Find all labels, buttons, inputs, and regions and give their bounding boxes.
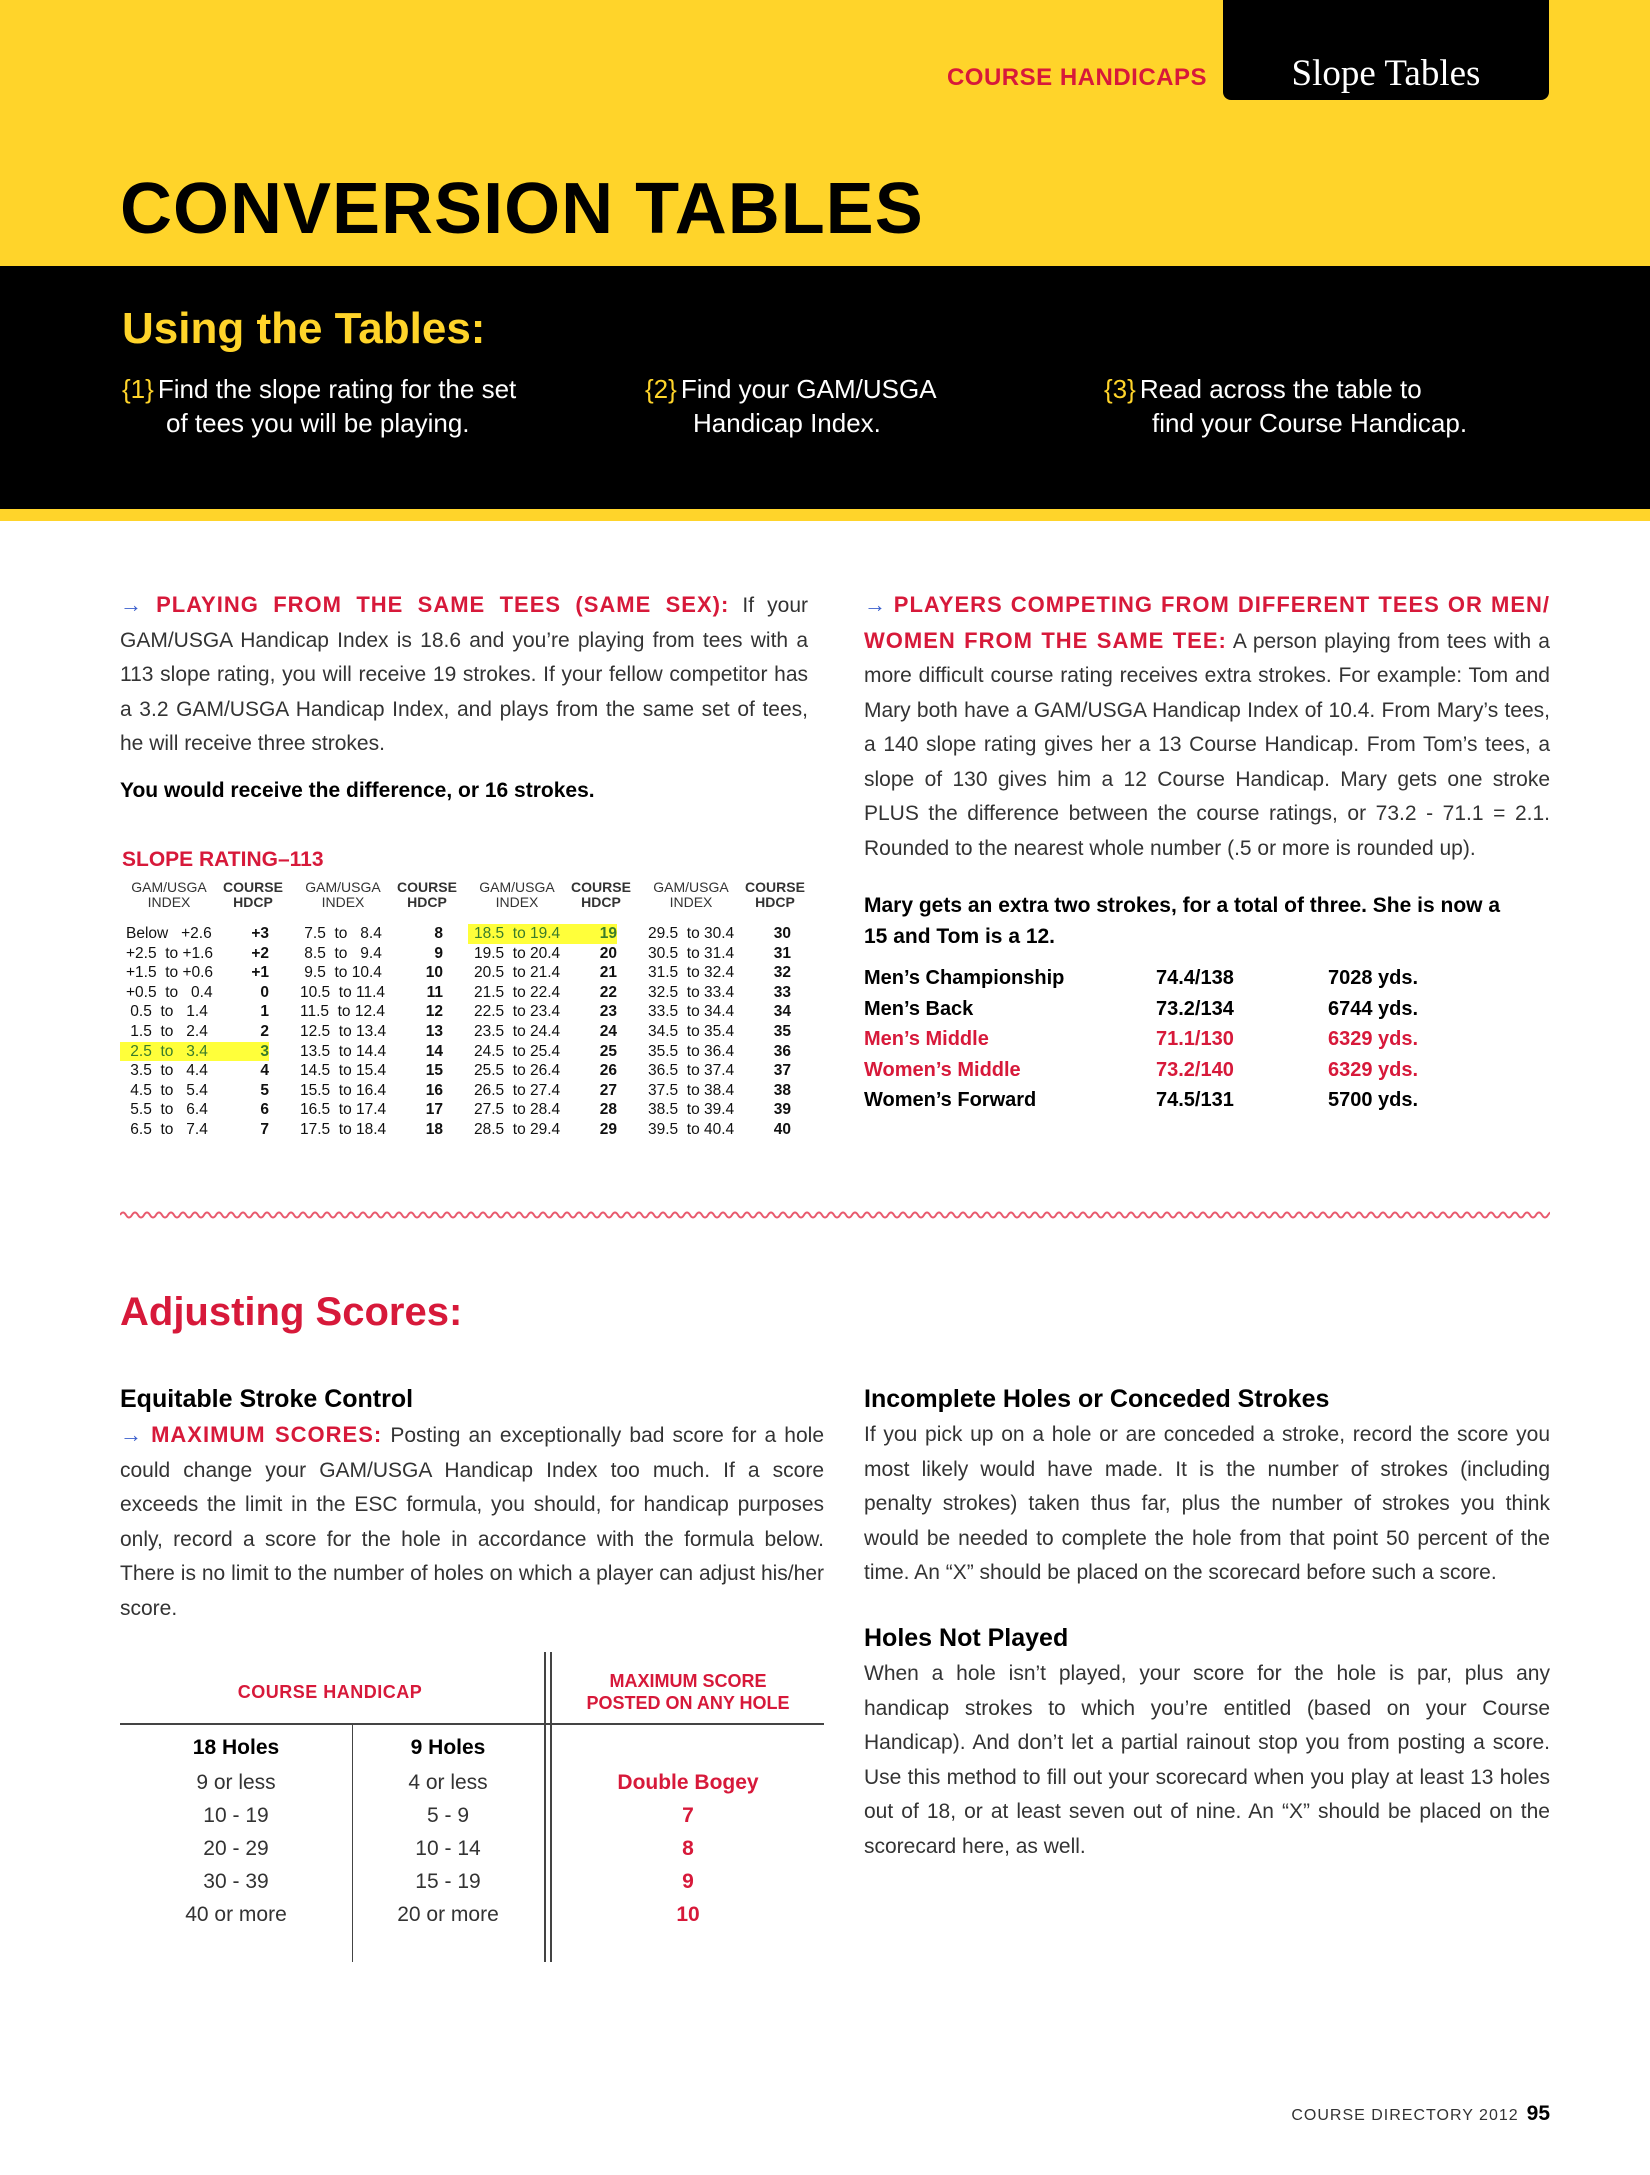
slope-table-row bbox=[468, 983, 617, 1003]
tee-rating: 74.5/131 bbox=[1156, 1089, 1234, 1111]
slope-table-row bbox=[120, 1120, 269, 1140]
same-tees-lead: PLAYING FROM THE SAME TEES (SAME SEX): bbox=[156, 592, 730, 617]
slope-table-row bbox=[120, 1061, 269, 1081]
arrow-icon: → bbox=[120, 1422, 143, 1447]
esc-col-18-holes: 18 Holes bbox=[192, 1736, 280, 1759]
slope-index-range: 31.5 to 32.4 bbox=[648, 964, 735, 982]
using-tables-heading: Using the Tables: bbox=[122, 304, 486, 353]
esc-column-rule-double-a bbox=[544, 1652, 546, 1962]
slope-course-hdcp: 21 bbox=[599, 964, 617, 982]
step-text-line2: of tees you will be playing. bbox=[166, 408, 470, 438]
esc-9-holes-value: 15 - 19 bbox=[415, 1870, 481, 1893]
slope-index-range: Below +2.6 bbox=[126, 925, 212, 942]
page-footer bbox=[1291, 2102, 1550, 2126]
tee-rating: 74.4/138 bbox=[1156, 967, 1234, 989]
slope-course-hdcp: 14 bbox=[425, 1042, 443, 1060]
slope-index-range: 25.5 to 26.4 bbox=[474, 1062, 561, 1080]
slope-index-range: 5.5 to 6.4 bbox=[126, 1101, 208, 1119]
tee-yardage: 6329 yds. bbox=[1328, 1058, 1419, 1081]
slope-course-hdcp: 1 bbox=[260, 1003, 269, 1021]
slope-header-hdcp: COURSE HDCP bbox=[397, 879, 457, 910]
slope-index-range: 15.5 to 16.4 bbox=[300, 1081, 387, 1099]
slope-index-range: 27.5 to 28.4 bbox=[474, 1101, 561, 1119]
slope-table-row bbox=[642, 1100, 791, 1120]
slope-course-hdcp: 25 bbox=[599, 1042, 617, 1060]
step-3 bbox=[1104, 372, 1467, 440]
slope-course-hdcp: 5 bbox=[260, 1081, 269, 1099]
slope-course-hdcp: 26 bbox=[599, 1062, 617, 1080]
esc-header-max-score bbox=[552, 1670, 824, 1714]
adjusting-scores-heading: Adjusting Scores: bbox=[120, 1290, 463, 1334]
not-played-subhead: Holes Not Played bbox=[864, 1624, 1069, 1652]
esc-subhead: Equitable Stroke Control bbox=[120, 1385, 414, 1413]
slope-course-hdcp: 9 bbox=[434, 944, 443, 962]
same-tees-body: If your GAM/USGA Handicap Index is 18.6 and you’re playing from tees with a 113 slope rating, you will receive 19 strokes. If your fellow competitor has a 3.2 GAM/USGA Handicap Index, and plays from the same set of tees, he will receive three strokes. bbox=[120, 594, 808, 755]
tee-rating: 73.2/134 bbox=[1156, 997, 1234, 1020]
slope-header-hdcp: COURSE HDCP bbox=[745, 879, 805, 910]
slope-table-row bbox=[294, 944, 443, 964]
slope-table-row bbox=[468, 924, 617, 944]
slope-table-row bbox=[294, 983, 443, 1003]
slope-header-index: GAM/USGA INDEX bbox=[131, 879, 207, 910]
slope-index-range: 1.5 to 2.4 bbox=[126, 1023, 208, 1040]
slope-index-range: 6.5 to 7.4 bbox=[126, 1121, 208, 1138]
slope-course-hdcp: +3 bbox=[251, 925, 269, 942]
slope-table-row bbox=[468, 1100, 617, 1120]
slope-index-range: 21.5 to 22.4 bbox=[474, 983, 561, 1001]
tee-row bbox=[864, 994, 1504, 1025]
slope-table-row bbox=[294, 1081, 443, 1101]
slope-table-row bbox=[120, 1022, 269, 1042]
slope-course-hdcp: 22 bbox=[599, 983, 617, 1001]
esc-18-holes-value: 10 - 19 bbox=[203, 1804, 269, 1827]
slope-course-hdcp: 39 bbox=[773, 1101, 791, 1119]
slope-table-row bbox=[468, 1081, 617, 1101]
slope-header-hdcp: COURSE HDCP bbox=[223, 879, 283, 910]
slope-table-row bbox=[294, 1120, 443, 1140]
slope-course-hdcp: 0 bbox=[260, 983, 269, 1001]
slope-index-range: 38.5 to 39.4 bbox=[648, 1101, 735, 1119]
slope-course-hdcp: 2 bbox=[260, 1023, 269, 1040]
step-text-line1: Find the slope rating for the set bbox=[157, 374, 517, 404]
slope-index-range: 7.5 to 8.4 bbox=[300, 925, 382, 942]
slope-index-range: 16.5 to 17.4 bbox=[300, 1101, 387, 1119]
slope-index-range: 17.5 to 18.4 bbox=[300, 1121, 387, 1138]
slope-course-hdcp: 23 bbox=[599, 1003, 617, 1021]
slope-course-hdcp: 29 bbox=[599, 1121, 617, 1138]
slope-index-range: 9.5 to 10.4 bbox=[300, 964, 382, 982]
step-number: {1} bbox=[122, 374, 154, 404]
slope-index-range: 23.5 to 24.4 bbox=[474, 1023, 561, 1040]
slope-course-hdcp: 27 bbox=[599, 1081, 617, 1099]
slope-index-range: 13.5 to 14.4 bbox=[300, 1042, 387, 1060]
slope-course-hdcp: 30 bbox=[773, 925, 791, 942]
esc-header-course-handicap: COURSE HANDICAP bbox=[237, 1682, 423, 1702]
esc-header-max-score-line2: POSTED ON ANY HOLE bbox=[586, 1693, 790, 1713]
esc-9-holes-value: 4 or less bbox=[408, 1771, 488, 1794]
esc-max-score-value: Double Bogey bbox=[617, 1771, 759, 1794]
slope-index-range: 28.5 to 29.4 bbox=[474, 1121, 561, 1138]
slope-course-hdcp: 35 bbox=[773, 1023, 791, 1040]
slope-course-hdcp: +2 bbox=[251, 944, 269, 962]
slope-table-row bbox=[294, 1002, 443, 1022]
slope-table-title: SLOPE RATING–113 bbox=[122, 848, 324, 871]
slope-table-row bbox=[468, 944, 617, 964]
slope-course-hdcp: 4 bbox=[260, 1062, 269, 1080]
slope-table-row bbox=[120, 1042, 269, 1062]
slope-course-hdcp: 37 bbox=[773, 1062, 791, 1080]
step-text-line1: Find your GAM/USGA bbox=[680, 374, 937, 404]
tee-rating: 73.2/140 bbox=[1156, 1058, 1234, 1081]
slope-table-row bbox=[294, 963, 443, 983]
slope-course-hdcp: 31 bbox=[773, 944, 791, 962]
slope-index-range: 36.5 to 37.4 bbox=[648, 1062, 735, 1080]
step-text-line2: find your Course Handicap. bbox=[1152, 408, 1468, 438]
slope-index-range: 18.5 to 19.4 bbox=[468, 924, 579, 944]
slope-index-range: 12.5 to 13.4 bbox=[300, 1023, 387, 1040]
slope-table-row bbox=[294, 1022, 443, 1042]
slope-table-row bbox=[642, 1022, 791, 1042]
slope-course-hdcp: 32 bbox=[773, 964, 791, 982]
slope-table-row bbox=[642, 1002, 791, 1022]
slope-table-row bbox=[120, 944, 269, 964]
slope-index-range: +0.5 to 0.4 bbox=[126, 983, 213, 1001]
arrow-icon: → bbox=[864, 592, 887, 617]
tee-yardage: 5700 yds. bbox=[1328, 1089, 1419, 1111]
tee-name: Women’s Middle bbox=[864, 1058, 1021, 1081]
slope-index-range: 8.5 to 9.4 bbox=[300, 944, 382, 962]
slope-course-hdcp: 12 bbox=[425, 1003, 443, 1021]
incomplete-subhead: Incomplete Holes or Conceded Strokes bbox=[864, 1385, 1330, 1413]
slope-course-hdcp: 7 bbox=[260, 1121, 269, 1138]
tee-name: Men’s Middle bbox=[864, 1028, 989, 1050]
step-2 bbox=[645, 372, 937, 440]
step-1 bbox=[122, 372, 516, 440]
esc-max-score-value: 10 bbox=[676, 1903, 700, 1926]
tee-name: Women’s Forward bbox=[864, 1089, 1037, 1111]
slope-course-hdcp: 8 bbox=[434, 925, 443, 942]
tee-name: Men’s Back bbox=[864, 997, 974, 1020]
slope-course-hdcp: 10 bbox=[425, 964, 443, 982]
slope-table-row bbox=[642, 983, 791, 1003]
slope-index-range: 35.5 to 36.4 bbox=[648, 1042, 735, 1060]
slope-table-row bbox=[120, 963, 269, 983]
tee-row bbox=[864, 963, 1504, 994]
slope-table-row bbox=[642, 1081, 791, 1101]
slope-index-range: 29.5 to 30.4 bbox=[648, 925, 735, 942]
tee-row bbox=[864, 1024, 1504, 1055]
slope-table-row bbox=[468, 1022, 617, 1042]
slope-index-range: 4.5 to 5.4 bbox=[126, 1081, 208, 1099]
different-tees-paragraph bbox=[864, 588, 1550, 866]
slope-index-range: +1.5 to +0.6 bbox=[126, 964, 214, 982]
slope-table-row bbox=[120, 1002, 269, 1022]
slope-table-row bbox=[120, 1100, 269, 1120]
slope-index-range: 11.5 to 12.4 bbox=[300, 1003, 386, 1021]
arrow-icon: → bbox=[120, 592, 143, 617]
step-number: {3} bbox=[1104, 374, 1136, 404]
same-tees-paragraph bbox=[120, 588, 808, 762]
slope-table-row bbox=[642, 924, 791, 944]
esc-18-holes-value: 30 - 39 bbox=[203, 1870, 269, 1893]
slope-course-hdcp: +1 bbox=[251, 964, 269, 982]
slope-header-index: GAM/USGA INDEX bbox=[653, 879, 729, 910]
not-played-body: When a hole isn’t played, your score for the hole is par, plus any handicap strokes to which you’re entitled (based on your Course Handicap). And don’t let a partial rainout stop you from posting a score. Use this method to fill out your scorecard when you play at least 13 holes out of 18, or at least seven out of nine. An “X” should be placed on the scorecard here, as well. bbox=[864, 1662, 1550, 1858]
slope-course-hdcp: 6 bbox=[260, 1101, 269, 1119]
esc-paragraph bbox=[120, 1418, 824, 1626]
slope-index-range: 19.5 to 20.4 bbox=[474, 944, 561, 962]
slope-course-hdcp: 3 bbox=[231, 1042, 269, 1062]
slope-course-hdcp: 40 bbox=[773, 1121, 791, 1138]
tee-ratings-table bbox=[864, 963, 1504, 1116]
different-tees-body: A person playing from tees with a more difficult course rating receives extra strokes. For example: Tom and Mary both have a GAM/USGA Handicap Index of 10.4. From Mary’s tees, a 140 slope rating gives her a 13 Course Handicap. From Tom’s tees, a slope of 130 gives him a 12 Course Handicap. Mary gets one stroke PLUS the difference between the course ratings, or 73.2 - 71.1 = 2.1. Rounded to the nearest whole number (.5 or more is rounded up). bbox=[864, 629, 1550, 860]
slope-table-row bbox=[468, 1042, 617, 1062]
slope-course-hdcp: 28 bbox=[599, 1101, 617, 1119]
slope-course-hdcp: 33 bbox=[773, 983, 791, 1001]
tee-yardage: 6744 yds. bbox=[1328, 997, 1419, 1020]
slope-table-row bbox=[294, 1042, 443, 1062]
step-text-line2: Handicap Index. bbox=[693, 408, 881, 438]
esc-col-9-holes: 9 Holes bbox=[410, 1736, 486, 1759]
slope-table-row bbox=[294, 1061, 443, 1081]
slope-table-row bbox=[468, 1002, 617, 1022]
publication-name: COURSE DIRECTORY 2012 bbox=[1291, 2107, 1519, 2124]
esc-18-holes-value: 9 or less bbox=[196, 1771, 276, 1794]
slope-index-range: 14.5 to 15.4 bbox=[300, 1062, 387, 1080]
same-tees-note: You would receive the difference, or 16 strokes. bbox=[120, 779, 595, 802]
page-number: 95 bbox=[1526, 2102, 1550, 2125]
esc-18-holes-value: 40 or more bbox=[185, 1903, 287, 1926]
slope-table-row bbox=[642, 1042, 791, 1062]
slope-table-row bbox=[120, 924, 269, 944]
slope-course-hdcp: 13 bbox=[425, 1023, 443, 1040]
slope-table bbox=[120, 880, 820, 1150]
slope-course-hdcp: 18 bbox=[425, 1121, 443, 1138]
slope-course-hdcp: 17 bbox=[425, 1101, 443, 1119]
slope-course-hdcp: 11 bbox=[426, 983, 443, 1001]
esc-9-holes-value: 20 or more bbox=[397, 1903, 499, 1926]
step-text-line1: Read across the table to bbox=[1139, 374, 1422, 404]
slope-course-hdcp: 24 bbox=[599, 1023, 617, 1040]
slope-index-range: 30.5 to 31.4 bbox=[648, 944, 735, 962]
slope-table-row bbox=[468, 963, 617, 983]
slope-table-row bbox=[642, 963, 791, 983]
slope-table-row bbox=[468, 1061, 617, 1081]
slope-index-range: 39.5 to 40.4 bbox=[648, 1121, 735, 1138]
slope-index-range: 10.5 to 11.4 bbox=[300, 983, 386, 1001]
slope-course-hdcp: 16 bbox=[425, 1081, 443, 1099]
slope-index-range: 22.5 to 23.4 bbox=[474, 1003, 561, 1021]
slope-table-row bbox=[642, 1061, 791, 1081]
slope-course-hdcp: 20 bbox=[599, 944, 617, 962]
slope-index-range: 2.5 to 3.4 bbox=[120, 1042, 231, 1062]
page-title: CONVERSION TABLES bbox=[120, 169, 924, 249]
tee-row bbox=[864, 1055, 1504, 1086]
wavy-divider bbox=[120, 1208, 1550, 1222]
esc-max-score-value: 8 bbox=[682, 1837, 694, 1860]
section-tab-title: Slope Tables bbox=[1291, 53, 1481, 94]
esc-18-holes-value: 20 - 29 bbox=[203, 1837, 269, 1860]
slope-table-row bbox=[294, 1100, 443, 1120]
slope-index-range: 37.5 to 38.4 bbox=[648, 1081, 735, 1099]
slope-course-hdcp: 15 bbox=[425, 1062, 443, 1080]
slope-index-range: +2.5 to +1.6 bbox=[126, 944, 214, 962]
step-number: {2} bbox=[645, 374, 677, 404]
different-tees-lead: PLAYERS COMPETING FROM DIFFERENT TEES OR MEN/ WOMEN FROM THE SAME TEE: bbox=[864, 592, 1550, 653]
esc-table bbox=[120, 1652, 824, 1962]
slope-index-range: 24.5 to 25.4 bbox=[474, 1042, 561, 1060]
slope-index-range: 0.5 to 1.4 bbox=[126, 1003, 208, 1021]
section-label: COURSE HANDICAPS bbox=[946, 64, 1207, 91]
esc-9-holes-value: 10 - 14 bbox=[415, 1837, 481, 1860]
slope-table-row bbox=[294, 924, 443, 944]
slope-index-range: 20.5 to 21.4 bbox=[474, 964, 561, 982]
slope-table-row bbox=[120, 1081, 269, 1101]
slope-table-row bbox=[642, 944, 791, 964]
tee-name: Men’s Championship bbox=[864, 967, 1065, 989]
slope-course-hdcp: 34 bbox=[773, 1003, 791, 1021]
slope-course-hdcp: 36 bbox=[773, 1042, 791, 1060]
different-tees-note: Mary gets an extra two strokes, for a total of three. She is now a 15 and Tom is a 12. bbox=[864, 894, 1500, 948]
slope-header-index: GAM/USGA INDEX bbox=[305, 879, 381, 910]
tee-rating: 71.1/130 bbox=[1156, 1028, 1234, 1050]
slope-index-range: 26.5 to 27.4 bbox=[474, 1081, 561, 1099]
esc-header-rule bbox=[120, 1723, 824, 1725]
esc-max-score-value: 7 bbox=[682, 1804, 694, 1827]
esc-header-max-score-line1: MAXIMUM SCORE bbox=[609, 1671, 767, 1691]
slope-course-hdcp: 38 bbox=[773, 1081, 791, 1099]
esc-body: Posting an exceptionally bad score for a hole could change your GAM/USGA Handicap Index too much. If a score exceeds the limit in the ESC formula, you should, for handicap purposes only, record a score for the hole in accordance with the formula below. There is no limit to the number of holes on which a player can adjust his/her score. bbox=[120, 1424, 824, 1620]
esc-9-holes-value: 5 - 9 bbox=[426, 1804, 470, 1827]
slope-table-row bbox=[468, 1120, 617, 1140]
slope-index-range: 32.5 to 33.4 bbox=[648, 983, 735, 1001]
esc-max-score-value: 9 bbox=[682, 1870, 694, 1893]
tee-yardage: 6329 yds. bbox=[1328, 1028, 1419, 1050]
incomplete-body: If you pick up on a hole or are conceded a stroke, record the score you most likely would have made. It is the number of strokes (including penalty strokes) taken thus far, plus the number of strokes you think would be needed to complete the hole from that point 50 percent of the time. An “X” should be placed on the scorecard before such a score. bbox=[864, 1423, 1550, 1584]
header-yellow-strip bbox=[0, 509, 1650, 521]
slope-index-range: 3.5 to 4.4 bbox=[126, 1062, 208, 1080]
slope-course-hdcp: 19 bbox=[579, 924, 617, 944]
esc-lead: MAXIMUM SCORES: bbox=[151, 1422, 383, 1447]
slope-header-index: GAM/USGA INDEX bbox=[479, 879, 555, 910]
slope-table-row bbox=[642, 1120, 791, 1140]
slope-header-hdcp: COURSE HDCP bbox=[571, 879, 631, 910]
slope-index-range: 34.5 to 35.4 bbox=[648, 1023, 735, 1040]
slope-index-range: 33.5 to 34.4 bbox=[648, 1003, 735, 1021]
slope-table-row bbox=[120, 983, 269, 1003]
tee-row bbox=[864, 1085, 1504, 1116]
tee-yardage: 7028 yds. bbox=[1328, 967, 1419, 989]
